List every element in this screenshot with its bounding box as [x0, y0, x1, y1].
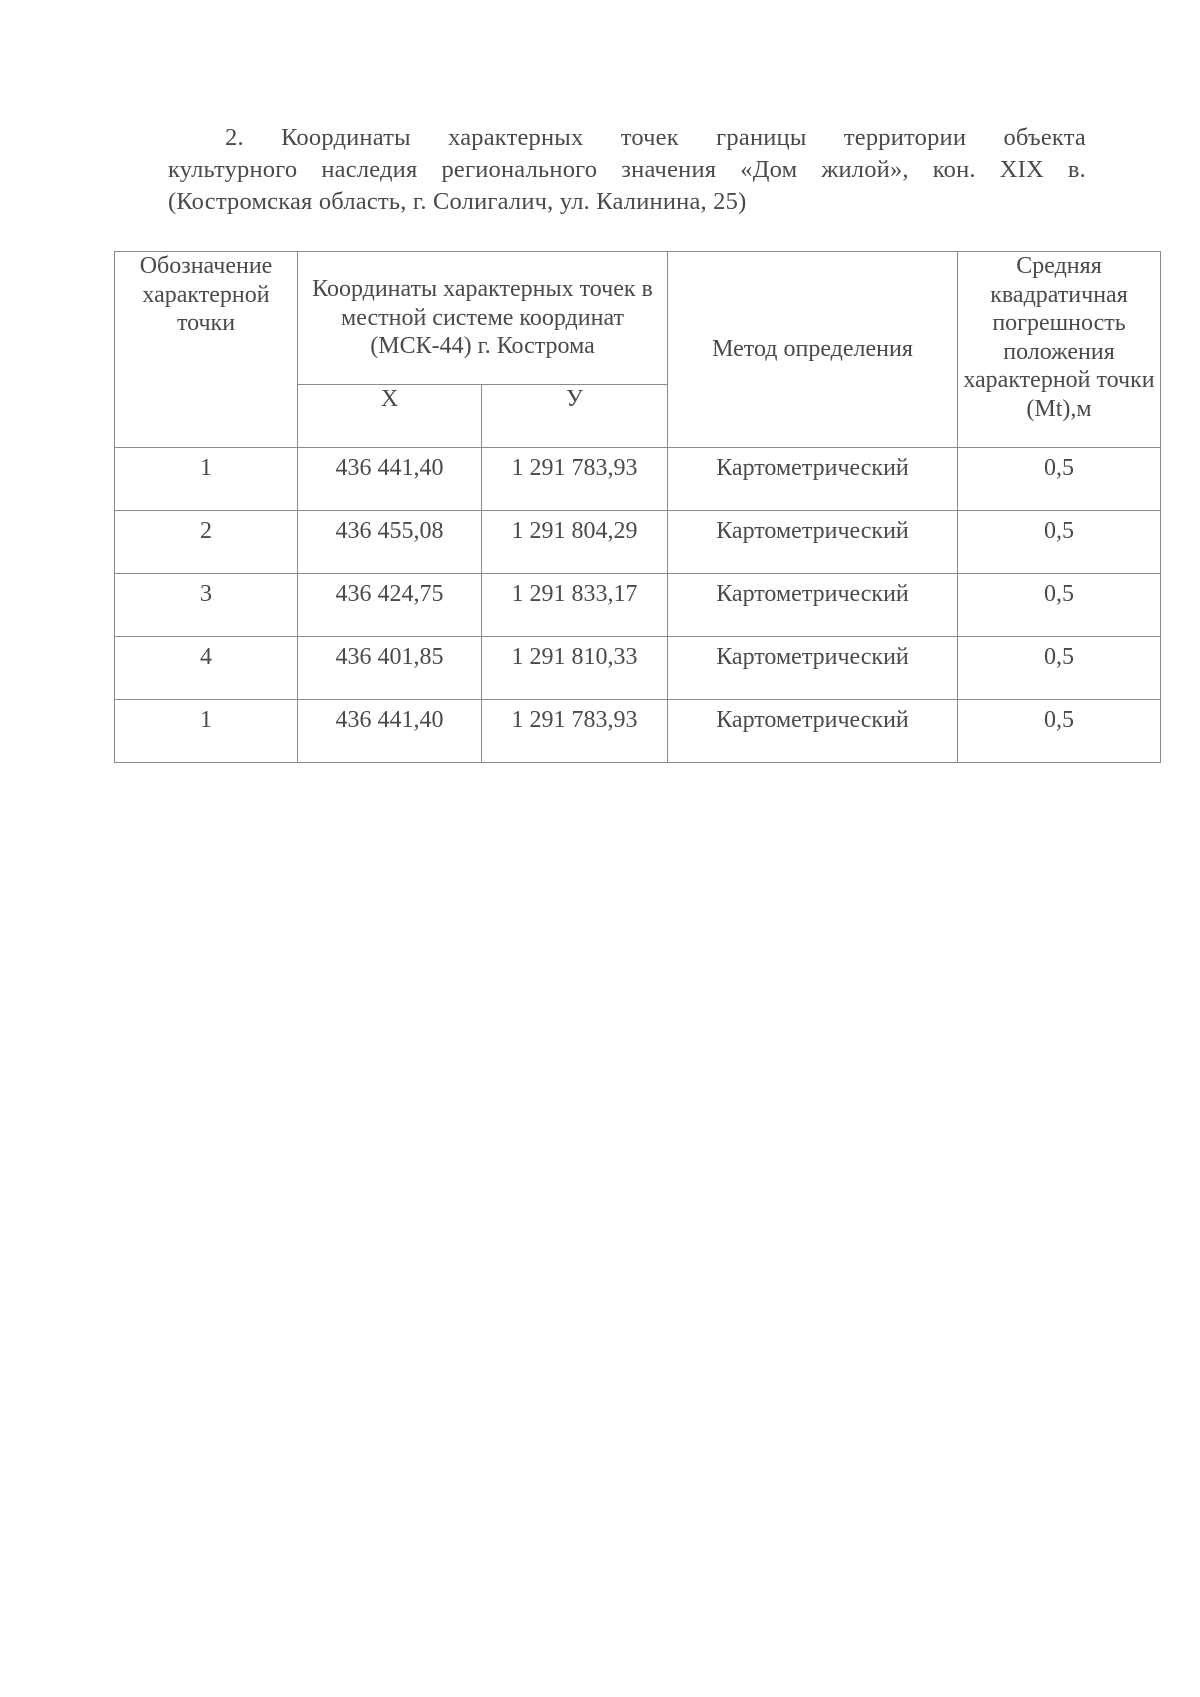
cell-y: 1 291 804,29: [482, 511, 668, 574]
header-point-designation: Обозначение характерной точки: [115, 252, 298, 448]
cell-y: 1 291 783,93: [482, 700, 668, 763]
cell-x: 436 401,85: [298, 637, 482, 700]
cell-x: 436 441,40: [298, 700, 482, 763]
cell-error: 0,5: [958, 637, 1161, 700]
header-x: X: [298, 385, 482, 448]
cell-error: 0,5: [958, 448, 1161, 511]
cell-y: 1 291 810,33: [482, 637, 668, 700]
table-row: [115, 637, 1161, 700]
document-heading: [168, 122, 1086, 218]
header-error: Средняя квадратичная погрешность положения характерной точки (Mt),м: [958, 252, 1161, 448]
table-row: [115, 448, 1161, 511]
cell-x: 436 424,75: [298, 574, 482, 637]
cell-method: Картометрический: [668, 511, 958, 574]
header-coordinates: Координаты характерных точек в местной системе координат (МСК-44) г. Кострома: [298, 252, 668, 385]
header-method: Метод определения: [668, 252, 958, 448]
cell-point: 2: [115, 511, 298, 574]
cell-x: 436 455,08: [298, 511, 482, 574]
cell-method: Картометрический: [668, 700, 958, 763]
cell-method: Картометрический: [668, 637, 958, 700]
cell-point: 4: [115, 637, 298, 700]
table-row: [115, 511, 1161, 574]
header-y: У: [482, 385, 668, 448]
heading-line-2: культурного наследия регионального значения «Дом жилой», кон. XIX в.: [168, 156, 1086, 183]
cell-y: 1 291 783,93: [482, 448, 668, 511]
heading-line-3: (Костромская область, г. Солигалич, ул. Калинина, 25): [168, 188, 747, 215]
coordinates-table: [114, 251, 1161, 763]
cell-error: 0,5: [958, 574, 1161, 637]
cell-method: Картометрический: [668, 448, 958, 511]
cell-error: 0,5: [958, 700, 1161, 763]
cell-point: 1: [115, 700, 298, 763]
cell-y: 1 291 833,17: [482, 574, 668, 637]
cell-method: Картометрический: [668, 574, 958, 637]
table-row: [115, 700, 1161, 763]
heading-line-1: 2. Координаты характерных точек границы территории объекта: [225, 124, 1086, 151]
table-row: [115, 574, 1161, 637]
cell-point: 1: [115, 448, 298, 511]
cell-x: 436 441,40: [298, 448, 482, 511]
cell-point: 3: [115, 574, 298, 637]
cell-error: 0,5: [958, 511, 1161, 574]
